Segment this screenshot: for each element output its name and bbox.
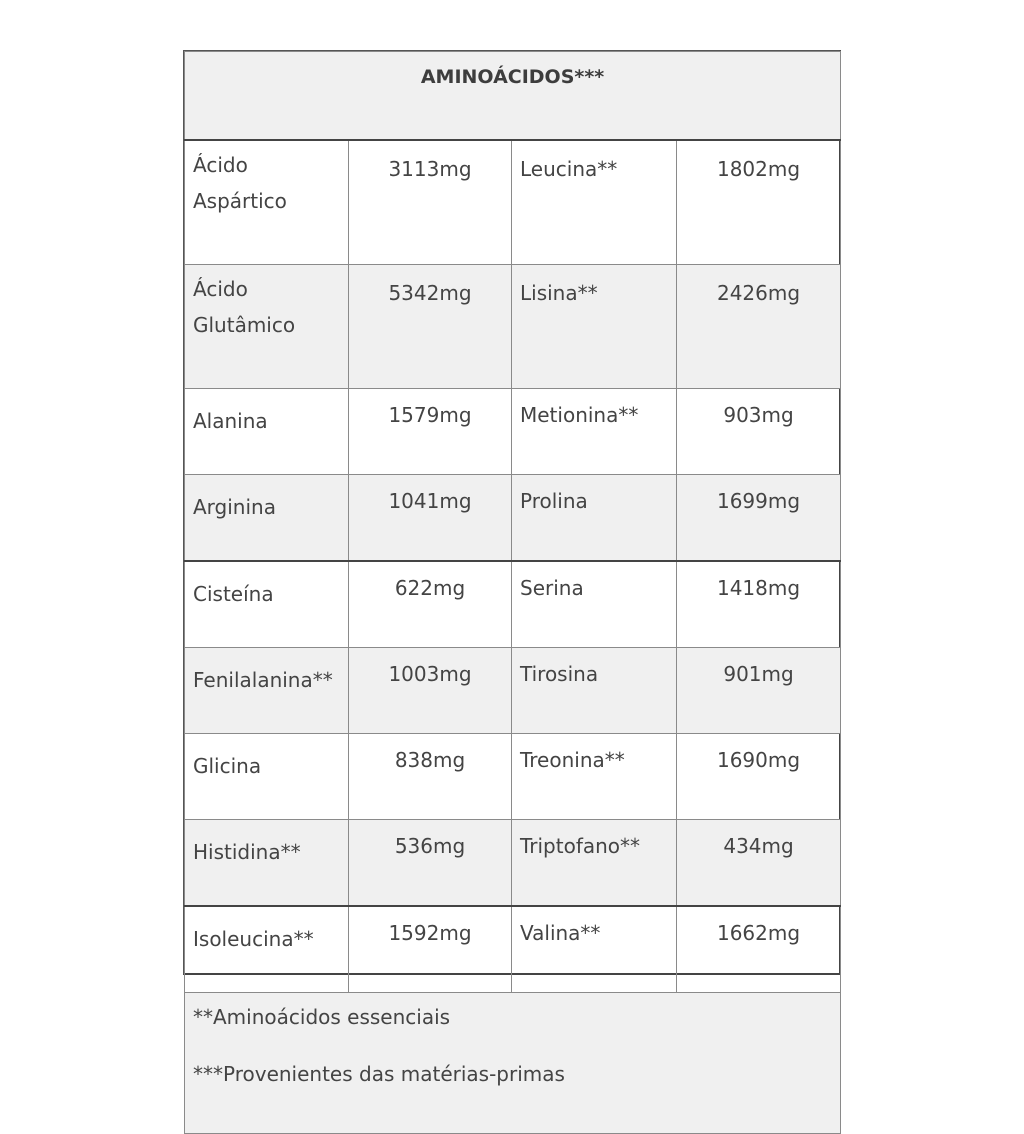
amino-acid-name: Tirosina: [512, 648, 677, 734]
table-row: [185, 561, 841, 648]
amino-acid-value: 838mg: [349, 734, 512, 820]
footnote-source: ***Provenientes das matérias-primas: [193, 1062, 565, 1086]
amino-acid-value: 1592mg: [349, 906, 512, 993]
amino-acid-value: 1003mg: [349, 648, 512, 734]
amino-acid-name: Histidina**: [185, 820, 349, 907]
amino-acid-name: Leucina**: [512, 140, 677, 265]
amino-acid-name: Lisina**: [512, 265, 677, 389]
amino-acid-name: Isoleucina**: [185, 906, 349, 993]
table-row: [185, 906, 841, 993]
table-row: [185, 265, 841, 389]
amino-acid-value: 1041mg: [349, 475, 512, 562]
amino-acid-name: Ácido Aspártico: [185, 140, 349, 265]
amino-acid-value: 2426mg: [677, 265, 841, 389]
table-notes-row: [185, 993, 841, 1134]
table-title: AMINOÁCIDOS***: [185, 52, 841, 141]
amino-acid-value: 903mg: [677, 389, 841, 475]
amino-acid-value: 536mg: [349, 820, 512, 907]
amino-acid-value: 1802mg: [677, 140, 841, 265]
amino-acid-value: 1690mg: [677, 734, 841, 820]
table-row: [185, 648, 841, 734]
amino-acid-name: Alanina: [185, 389, 349, 475]
amino-acid-name: Ácido Glutâmico: [185, 265, 349, 389]
table-row: [185, 820, 841, 907]
amino-acid-value: 901mg: [677, 648, 841, 734]
amino-acid-table: [184, 51, 841, 1134]
amino-acid-name: Cisteína: [185, 561, 349, 648]
amino-acid-name: Glicina: [185, 734, 349, 820]
amino-acid-name: Serina: [512, 561, 677, 648]
table-row: [185, 140, 841, 265]
amino-acid-value: 622mg: [349, 561, 512, 648]
amino-acid-name: Treonina**: [512, 734, 677, 820]
amino-acid-name: Fenilalanina**: [185, 648, 349, 734]
amino-acid-value: 1699mg: [677, 475, 841, 562]
amino-acid-value: 1662mg: [677, 906, 841, 993]
table-row: [185, 475, 841, 562]
table-row: [185, 389, 841, 475]
amino-acid-table-container: [183, 50, 841, 1086]
table-notes: [185, 993, 841, 1134]
amino-acid-name: Prolina: [512, 475, 677, 562]
amino-acid-value: 1418mg: [677, 561, 841, 648]
amino-acid-name: Triptofano**: [512, 820, 677, 907]
amino-acid-value: 5342mg: [349, 265, 512, 389]
amino-acid-name: Metionina**: [512, 389, 677, 475]
amino-acid-value: 3113mg: [349, 140, 512, 265]
amino-acid-name: Valina**: [512, 906, 677, 993]
amino-acid-value: 434mg: [677, 820, 841, 907]
amino-acid-name: Arginina: [185, 475, 349, 562]
table-row: [185, 734, 841, 820]
table-header-row: [185, 52, 841, 141]
footnote-essential: **Aminoácidos essenciais: [193, 1005, 451, 1029]
amino-acid-value: 1579mg: [349, 389, 512, 475]
